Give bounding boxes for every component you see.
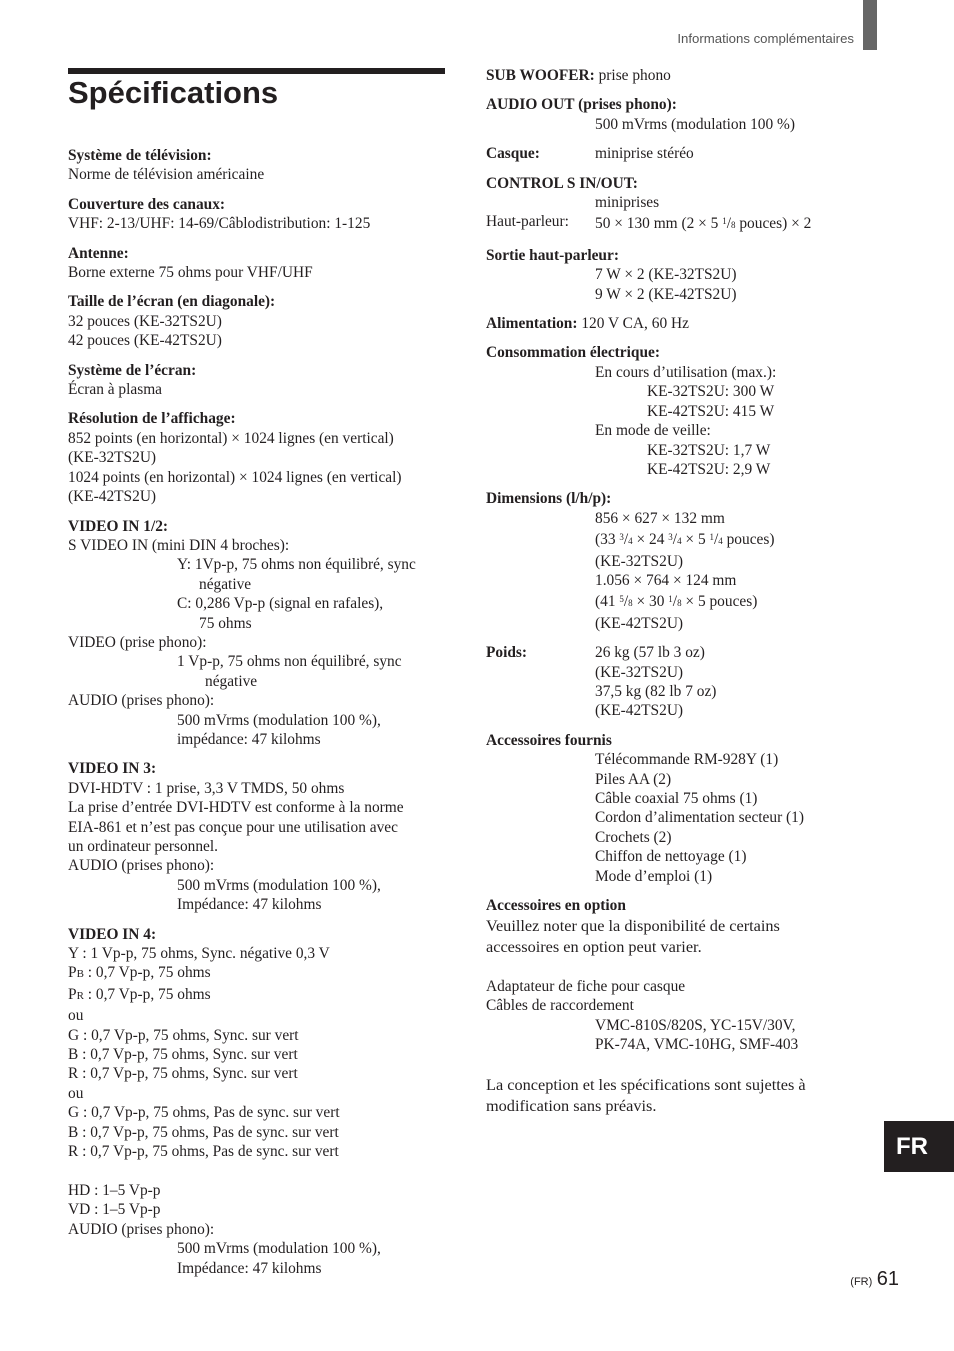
blank-line xyxy=(486,957,846,976)
spec-line: La prise d’entrée DVI-HDTV est conforme à la norme xyxy=(68,799,404,817)
spec-line: ou xyxy=(68,1084,84,1102)
spec-line: AUDIO (prises phono): xyxy=(68,692,215,710)
page-number xyxy=(850,1268,899,1291)
list-item: Câble coaxial 75 ohms (1) xyxy=(595,790,758,807)
spec-line: 7 W × 2 (KE-32TS2U) xyxy=(595,266,737,284)
fraction-denominator: 8 xyxy=(628,598,633,609)
spec-line: R : 0,7 Vp-p, 75 ohms, Pas de sync. sur vert xyxy=(68,1143,339,1161)
spec-heading: Résolution de l’affichage: xyxy=(68,410,236,428)
blank-line xyxy=(68,1162,458,1181)
spec-heading: CONTROL S IN/OUT: xyxy=(486,174,638,192)
spec-line: PK-74A, VMC-10HG, SMF-403 xyxy=(595,1036,799,1054)
list-item: Chiffon de nettoyage (1) xyxy=(595,848,747,866)
spec-speaker-output xyxy=(486,246,846,304)
spec-heading: Système de télévision: xyxy=(68,147,212,164)
spec-heading: VIDEO IN 4: xyxy=(68,925,157,943)
spec-optional-accessories xyxy=(486,896,846,1054)
spec-screen-system xyxy=(68,361,458,400)
note-line: modification sans préavis. xyxy=(486,1096,657,1116)
spec-line: 500 mVrms (modulation 100 %), xyxy=(177,1240,381,1258)
spec-line-pb xyxy=(68,963,458,984)
spec-line: AUDIO (prises phono): xyxy=(68,857,215,875)
spec-line: (KE-42TS2U) xyxy=(595,702,684,720)
spec-line: Impédance: 47 kilohms xyxy=(177,1259,322,1277)
spec-value: 120 V CA, 60 Hz xyxy=(577,315,689,333)
running-header: Informations complémentaires xyxy=(677,31,854,46)
spec-line: B : 0,7 Vp-p, 75 ohms, Sync. sur vert xyxy=(68,1046,298,1064)
spec-screen-size xyxy=(68,292,458,350)
list-item: Télécommande RM-928Y (1) xyxy=(595,751,779,769)
spec-line: AUDIO (prises phono): xyxy=(68,1220,215,1238)
spec-line: (KE-42TS2U) xyxy=(68,488,157,506)
spec-line: 500 mVrms (modulation 100 %) xyxy=(595,115,795,133)
spec-value: 50 × 130 mm (2 × 5 $^1$/8 pouces) × 2 xyxy=(595,215,812,233)
list-item: Piles AA (2) xyxy=(595,770,672,788)
fraction-numerator: 1 xyxy=(722,216,727,227)
list-item: Crochets (2) xyxy=(595,828,672,846)
spec-line: 37,5 kg (82 lb 7 oz) xyxy=(595,682,717,700)
spec-line-pr xyxy=(68,985,458,1006)
fraction-numerator: 3 xyxy=(619,532,624,543)
fraction-denominator: 4 xyxy=(718,536,723,547)
spec-line: 75 ohms xyxy=(199,614,252,632)
fraction-denominator: 4 xyxy=(628,536,633,547)
spec-heading: Antenne: xyxy=(68,244,129,262)
page-number-value: 61 xyxy=(876,1268,899,1290)
spec-video-in-4 xyxy=(68,925,458,1278)
design-note xyxy=(486,1074,846,1116)
spec-value: prise phono xyxy=(594,67,671,84)
spec-line: (KE-42TS2U) xyxy=(595,614,684,632)
value-part: (41 xyxy=(595,593,620,611)
spec-line: C: 0,286 Vp-p (signal en rafales), xyxy=(177,595,384,613)
spec-sub-woofer xyxy=(486,66,846,85)
spec-line: KE-32TS2U: 1,7 W xyxy=(647,441,771,459)
spec-line: 500 mVrms (modulation 100 %), xyxy=(177,876,381,894)
spec-weight xyxy=(486,643,846,721)
spec-heading: Couverture des canaux: xyxy=(68,195,226,213)
spec-line: 852 points (en horizontal) × 1024 lignes (en vertical) xyxy=(68,429,394,447)
fraction-denominator: 8 xyxy=(677,598,682,609)
pr-value: : 0,7 Vp-p, 75 ohms xyxy=(83,985,211,1003)
spec-line: DVI-HDTV : 1 prise, 3,3 V TMDS, 50 ohms xyxy=(68,779,345,797)
spec-line: VD : 1–5 Vp-p xyxy=(68,1201,161,1219)
spec-line: KE-42TS2U: 2,9 W xyxy=(647,460,771,478)
spec-line: S VIDEO IN (mini DIN 4 broches): xyxy=(68,536,290,554)
spec-line: G : 0,7 Vp-p, 75 ohms, Sync. sur vert xyxy=(68,1026,299,1044)
spec-line: KE-32TS2U: 300 W xyxy=(647,383,775,401)
spec-line: VHF: 2-13/UHF: 14-69/Câblodistribution: 1-125 xyxy=(68,215,371,233)
language-tab: FR xyxy=(884,1121,954,1172)
spec-heading: Taille de l’écran (en diagonale): xyxy=(68,293,276,311)
spec-heading: Dimensions (l/h/p): xyxy=(486,490,612,508)
list-item: Cordon d’alimentation secteur (1) xyxy=(595,809,804,827)
spec-television-system xyxy=(68,146,458,185)
page-prefix: (FR) xyxy=(850,1276,873,1288)
spec-heading: AUDIO OUT (prises phono): xyxy=(486,96,677,114)
list-item: Mode d’emploi (1) xyxy=(595,867,713,885)
spec-label: Haut-parleur: xyxy=(486,213,569,231)
spec-heading: Système de l’écran: xyxy=(68,361,197,379)
spec-speaker xyxy=(486,212,846,235)
fraction-numerator: 3 xyxy=(668,532,673,543)
spec-line: accessoires en option peut varier. xyxy=(486,937,702,957)
spec-line: En mode de veille: xyxy=(595,422,711,440)
pr-prefix: P xyxy=(68,985,77,1003)
header-bar xyxy=(863,0,877,50)
spec-line: KE-42TS2U: 415 W xyxy=(647,402,775,420)
spec-line: VIDEO (prise phono): xyxy=(68,633,207,651)
spec-line: 32 pouces (KE-32TS2U) xyxy=(68,312,222,330)
spec-line: 1.056 × 764 × 124 mm xyxy=(595,571,737,589)
spec-line: EIA-861 et n’est pas conçue pour une utilisation avec xyxy=(68,818,398,836)
spec-line: 1024 points (en horizontal) × 1024 lignes (en vertical) xyxy=(68,468,402,486)
spec-line: Câbles de raccordement xyxy=(486,997,634,1015)
spec-line: un ordinateur personnel. xyxy=(68,838,219,855)
value-part: × 5 pouces) xyxy=(681,593,758,611)
spec-line-fraction: (41 $^5$/8 × 30 $^1$/8 × 5 pouces) xyxy=(595,593,758,611)
note-line: La conception et les spécifications sont sujettes à xyxy=(486,1075,806,1095)
spec-heading: Accessoires fournis xyxy=(486,731,612,749)
value-part: × 24 xyxy=(632,531,669,549)
spec-video-in-3 xyxy=(68,759,458,914)
fraction-numerator: 1 xyxy=(668,594,673,605)
spec-heading: Accessoires en option xyxy=(486,897,626,915)
fraction-denominator: 8 xyxy=(731,220,736,231)
spec-line: Veuillez noter que la disponibilité de certains xyxy=(486,916,780,936)
spec-line: 856 × 627 × 132 mm xyxy=(595,509,725,527)
spec-line: G : 0,7 Vp-p, 75 ohms, Pas de sync. sur vert xyxy=(68,1104,340,1122)
spec-line: HD : 1–5 Vp-p xyxy=(68,1181,161,1199)
pb-subscript: B xyxy=(76,968,84,981)
spec-line: VMC-810S/820S, YC-15V/30V, xyxy=(595,1016,796,1034)
spec-line: B : 0,7 Vp-p, 75 ohms, Pas de sync. sur vert xyxy=(68,1123,339,1141)
spec-line: Y: 1Vp-p, 75 ohms non équilibré, sync xyxy=(177,556,416,574)
spec-heading: Casque: xyxy=(486,145,540,163)
left-column xyxy=(68,146,458,1288)
spec-line: (KE-32TS2U) xyxy=(595,552,684,570)
spec-power xyxy=(486,314,846,333)
fraction-denominator: 4 xyxy=(677,536,682,547)
value-part: pouces) × 2 xyxy=(735,215,812,233)
value-part: (33 xyxy=(595,531,620,549)
fraction-numerator: 1 xyxy=(709,532,714,543)
right-column xyxy=(486,66,846,1126)
value-part: × 5 xyxy=(681,531,710,549)
value-part: pouces) xyxy=(722,531,775,549)
spec-line: Écran à plasma xyxy=(68,381,163,399)
spec-heading: VIDEO IN 1/2: xyxy=(68,517,169,535)
spec-heading: SUB WOOFER: xyxy=(486,67,595,84)
spec-line: miniprises xyxy=(595,194,660,212)
spec-dimensions xyxy=(486,489,846,633)
spec-line: R : 0,7 Vp-p, 75 ohms, Sync. sur vert xyxy=(68,1065,298,1083)
spec-heading: Consommation électrique: xyxy=(486,344,660,362)
spec-line: 1 Vp-p, 75 ohms non équilibré, sync xyxy=(177,653,402,671)
spec-line: impédance: 47 kilohms xyxy=(177,730,321,748)
spec-line: Borne externe 75 ohms pour VHF/UHF xyxy=(68,264,313,282)
spec-line: (KE-32TS2U) xyxy=(595,663,684,681)
page-title: Spécifications xyxy=(68,75,279,110)
spec-line: Norme de télévision américaine xyxy=(68,166,265,184)
spec-line: 9 W × 2 (KE-42TS2U) xyxy=(595,285,737,303)
spec-line: (KE-32TS2U) xyxy=(68,449,157,467)
spec-headphones xyxy=(486,144,846,163)
spec-value: miniprise stéréo xyxy=(595,145,694,163)
spec-display-resolution xyxy=(68,409,458,506)
spec-supplied-accessories xyxy=(486,731,846,886)
spec-line: négative xyxy=(199,575,252,593)
fraction-numerator: 5 xyxy=(619,594,624,605)
value-part: 50 × 130 mm (2 × 5 xyxy=(595,215,723,233)
pb-prefix: P xyxy=(68,964,77,982)
spec-heading: Sortie haut-parleur: xyxy=(486,246,619,264)
spec-audio-out xyxy=(486,95,846,134)
spec-antenna xyxy=(68,244,458,283)
spec-line: ou xyxy=(68,1007,84,1025)
spec-line: En cours d’utilisation (max.): xyxy=(595,363,777,381)
spec-power-consumption xyxy=(486,343,846,479)
spec-channel-coverage xyxy=(68,195,458,234)
spec-value: 26 kg (57 lb 3 oz) xyxy=(595,644,705,662)
spec-heading: Alimentation: xyxy=(486,315,578,333)
spec-line-fraction: (33 $^3$/4 × 24 $^3$/4 × 5 $^1$/4 pouces) xyxy=(595,531,775,549)
spec-video-in-1-2 xyxy=(68,517,458,750)
spec-line: Impédance: 47 kilohms xyxy=(177,896,322,914)
spec-heading: VIDEO IN 3: xyxy=(68,760,157,778)
pb-value: : 0,7 Vp-p, 75 ohms xyxy=(83,964,211,982)
spec-line: négative xyxy=(205,672,258,690)
spec-weight-row xyxy=(486,643,846,662)
value-part: × 30 xyxy=(632,593,669,611)
spec-line: Adaptateur de fiche pour casque xyxy=(486,977,686,995)
spec-control-s xyxy=(486,174,846,236)
spec-line: 42 pouces (KE-42TS2U) xyxy=(68,332,222,350)
spec-line: 500 mVrms (modulation 100 %), xyxy=(177,711,381,729)
spec-line: Y : 1 Vp-p, 75 ohms, Sync. négative 0,3 V xyxy=(68,945,330,963)
pr-subscript: R xyxy=(76,989,84,1002)
spec-heading: Poids: xyxy=(486,644,528,662)
